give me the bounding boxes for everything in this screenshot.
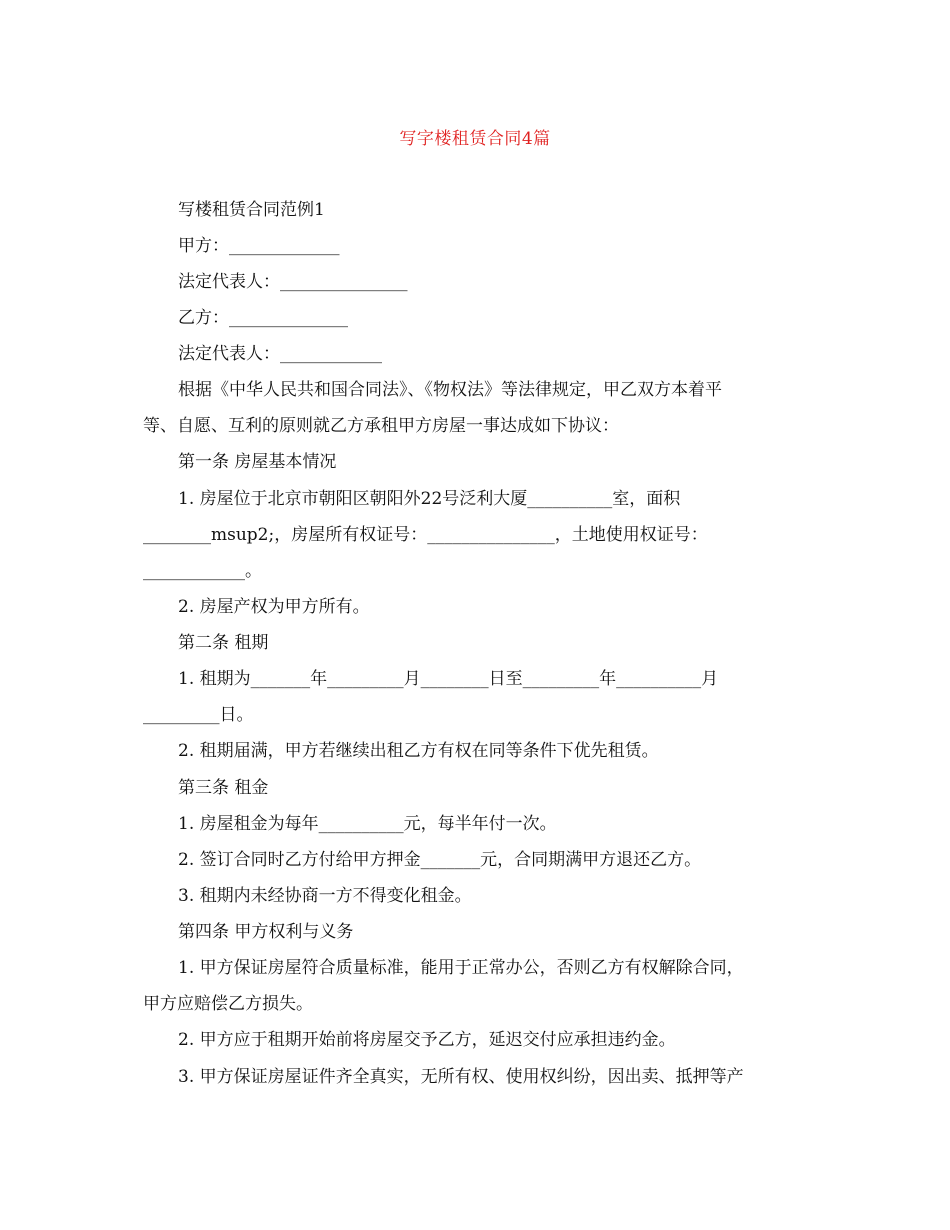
article-1-item-2: 2. 房屋产权为甲方所有。: [178, 597, 370, 617]
article-4-item-1-line-2: 甲方应赔偿乙方损失。: [143, 994, 313, 1014]
article-2-item-2: 2. 租期届满，甲方若继续出租乙方有权在同等条件下优先租赁。: [178, 741, 659, 761]
article-1-item-1-line-3: ____________。: [143, 561, 262, 581]
article-4-item-2: 2. 甲方应于租期开始前将房屋交予乙方，延迟交付应承担违约金。: [178, 1030, 676, 1050]
article-2-item-1-line-2: _________日。: [143, 705, 254, 725]
article-3-item-2: 2. 签订合同时乙方付给甲方押金_______元，合同期满甲方退还乙方。: [178, 850, 702, 870]
preamble-line-2: 等、自愿、互利的原则就乙方承租甲方房屋一事达成如下协议：: [143, 416, 619, 436]
article-3-item-1: 1. 房屋租金为每年__________元，每半年付一次。: [178, 814, 557, 834]
article-2-item-1-line-1: 1. 租期为_______年_________月________日至_________年__________月: [178, 669, 719, 689]
article-3-item-3: 3. 租期内未经协商一方不得变化租金。: [178, 886, 472, 906]
article-3-heading: 第三条 租金: [178, 778, 269, 798]
article-4-item-1-line-1: 1. 甲方保证房屋符合质量标准，能用于正常办公，否则乙方有权解除合同，: [178, 958, 744, 978]
party-a-representative-line: 法定代表人：_______________: [178, 272, 408, 292]
article-1-item-1-line-2: ________msup2;，房屋所有权证号：_______________，土地使用权证号：: [143, 525, 708, 545]
party-a-line: 甲方：_____________: [178, 236, 340, 256]
document-title: 写字楼租赁合同4篇: [399, 129, 551, 149]
party-b-representative-line: 法定代表人：____________: [178, 344, 382, 364]
party-b-line: 乙方：______________: [178, 308, 348, 328]
article-2-heading: 第二条 租期: [178, 633, 269, 653]
article-4-item-3: 3. 甲方保证房屋证件齐全真实，无所有权、使用权纠纷，因出卖、抵押等产: [178, 1067, 744, 1087]
article-1-item-1-line-1: 1. 房屋位于北京市朝阳区朝阳外22号泛利大厦__________室，面积: [178, 489, 681, 509]
article-4-heading: 第四条 甲方权利与义务: [178, 922, 354, 942]
article-1-heading: 第一条 房屋基本情况: [178, 452, 337, 472]
preamble-line-1: 根据《中华人民共和国合同法》、《物权法》等法律规定，甲乙双方本着平: [178, 380, 722, 400]
contract-heading: 写楼租赁合同范例1: [178, 200, 325, 220]
